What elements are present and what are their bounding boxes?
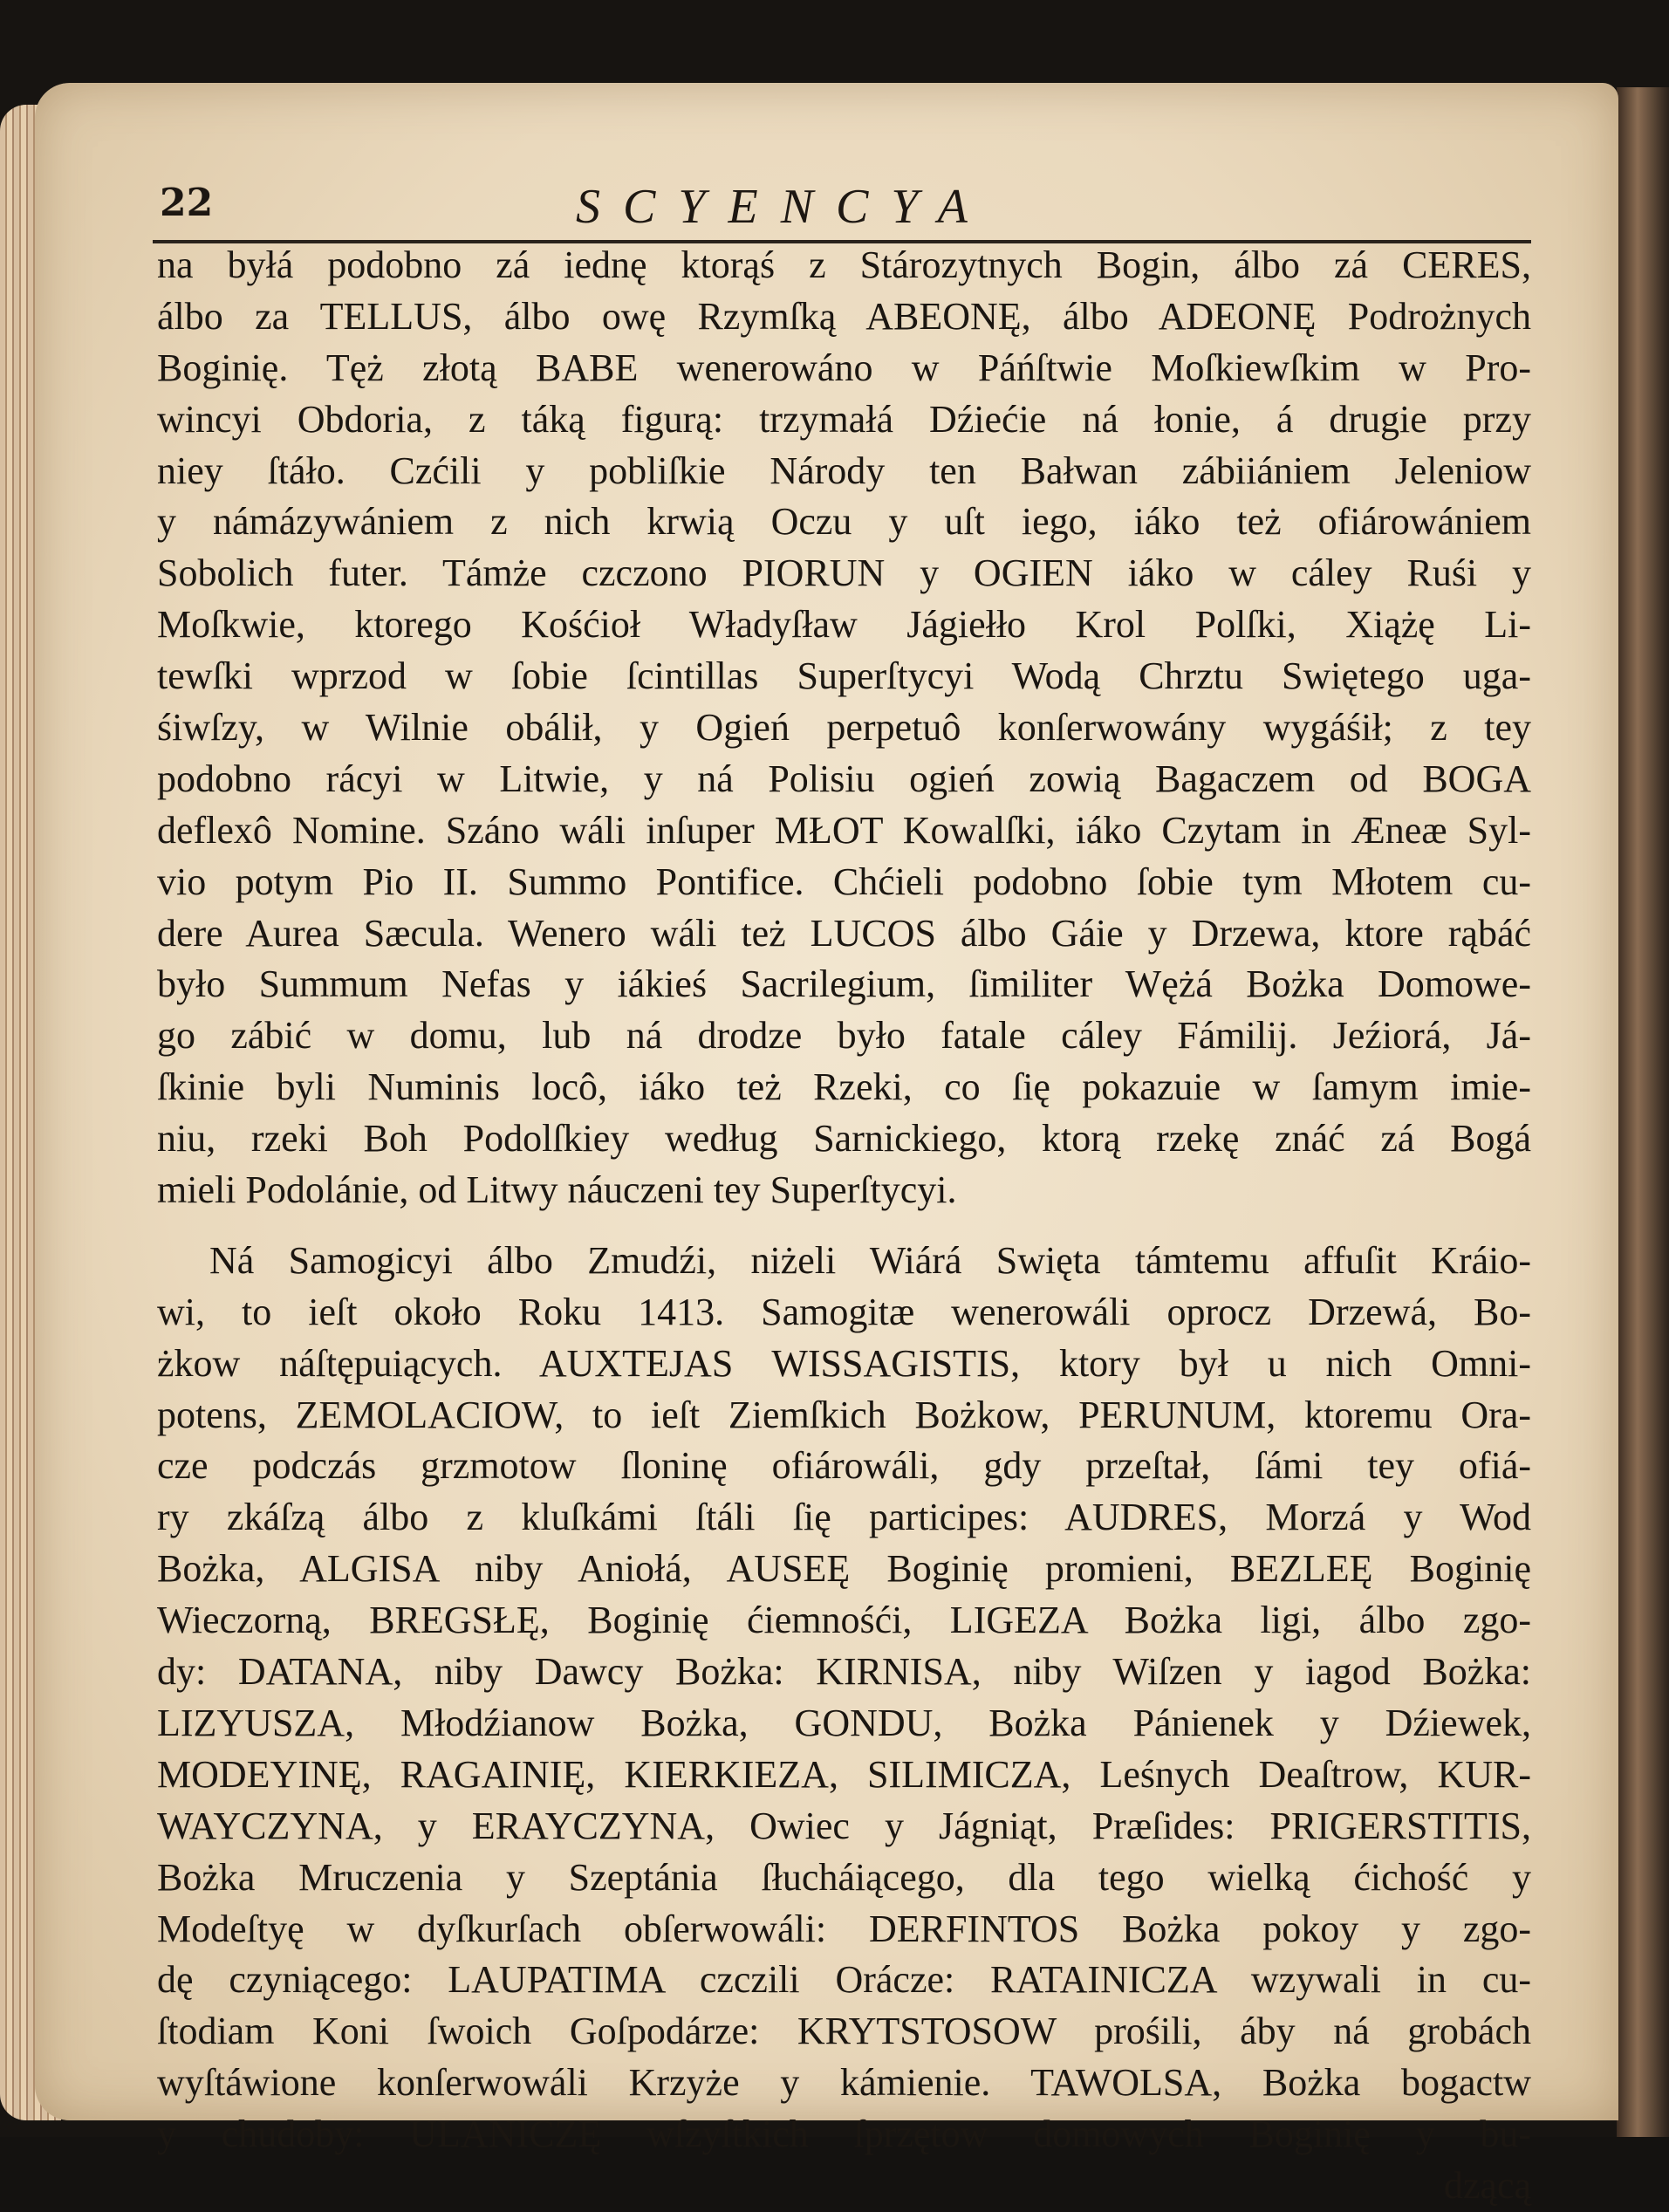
text-line: ſkinie byli Numinis locô, iáko też Rzeki, co ſię pokazuie w ſamym imie- — [157, 1065, 1531, 1109]
text-line: álbo za TELLUS, álbo owę Rzymſką ABEONĘ, álbo ADEONĘ Podrożnych — [157, 294, 1531, 338]
text-line: niu, rzeki Boh Podolſkiey według Sarnickiego, ktorą rzekę znáć zá Bogá — [157, 1117, 1531, 1161]
page-number: 22 — [160, 181, 214, 225]
text-line: MODEYINĘ, RAGAINIĘ, KIERKIEZA, SILIMICZA, Leśnych Deaſtrow, KUR- — [157, 1752, 1531, 1796]
text-line: Bożka, ALGISA niby Aniołá, AUSEĘ Boginię promieni, BEZLEĘ Boginię — [157, 1547, 1531, 1591]
text-line: potens, ZEMOLACIOW, to ieſt Ziemſkich Bożkow, PERUNUM, ktoremu Ora- — [157, 1393, 1531, 1436]
page-edge-right — [1617, 87, 1669, 2137]
text-line: dę czyniącego: LAUPATIMA czczili Orácze: RATAINICZA wzywali in cu- — [157, 1958, 1531, 2002]
text-line-paragraph-end: mieli Podolánie, od Litwy náuczeni tey Superſtycyi. — [157, 1168, 957, 1212]
text-line: y chudoby: ULANICZĘ wſzyſtkich ſprzętow domowych Boginię y bu- — [157, 2113, 1531, 2156]
text-line: Boginię. Tęż złotą BABE wenerowáno w Páńſtwie Moſkiewſkim w Pro- — [157, 346, 1531, 389]
text-line: wincyi Obdoria, z táką figurą: trzymałá Dźiećie ná łonie, á drugie przy — [157, 397, 1531, 441]
text-line: deflexô Nomine. Száno wáli inſuper MŁOT Kowalſki, iáko Czytam in Æneæ Syl- — [157, 808, 1531, 852]
text-line: żkow náſtępuiących. AUXTEJAS WISSAGISTIS, ktory był u nich Omni- — [157, 1341, 1531, 1385]
text-line: dere Aurea Sæcula. Wenero wáli też LUCOS álbo Gáie y Drzewa, ktore rąbáć — [157, 911, 1531, 955]
text-line: wyſtáwione konſerwowáli Krzyże y kámienie. TAWOLSA, Bożka bogactw — [157, 2061, 1531, 2105]
text-line: ry zkáſzą álbo z kluſkámi ſtáli ſię participes: AUDRES, Morzá y Wod — [157, 1496, 1531, 1539]
text-line: cze podczás grzmotow ſloninę ofiárowáli, gdy przeſtał, ſámi tey ofiá- — [157, 1444, 1531, 1488]
running-title: SCYENCYA — [576, 180, 990, 234]
text-line: Sobolich futer. Támże czczono PIORUN y OGIEN iáko w cáley Ruśi y — [157, 551, 1531, 595]
text-line: WAYCZYNA, y ERAYCZYNA, Owiec y Jágniąt, Præſides: PRIGERSTITIS, — [157, 1804, 1531, 1847]
text-line: podobno rácyi w Litwie, y ná Polisiu ogień zowią Bagaczem od BOGA — [157, 757, 1531, 800]
page-header — [153, 179, 1531, 240]
body-text — [157, 240, 1531, 2212]
text-line: Modeſtyę w dyſkurſach obſerwowáli: DERFINTOS Bożka pokoy y zgo- — [157, 1907, 1531, 1950]
text-line: go zábić w domu, lub ná drodze było fatale cáley Fámilij. Jeźiorá, Já- — [157, 1014, 1531, 1058]
text-line: ſtodiam Koni ſwoich Goſpodárze: KRYTSTOSOW prośili, áby ná grobách — [157, 2010, 1531, 2053]
text-line: LIZYUSZA, Młodźianow Bożka, GONDU, Bożka Pánienek y Dźiewek, — [157, 1701, 1531, 1744]
text-line: dy: DATANA, niby Dawcy Bożka: KIRNISA, niby Wiſzen y iagod Bożka: — [157, 1650, 1531, 1694]
catchword: dzącą — [1443, 2163, 1531, 2207]
text-line: niey ſtáło. Czćili y pobliſkie Národy ten Bałwan zábiiániem Jeleniow — [157, 449, 1531, 492]
text-line: vio potym Pio II. Summo Pontifice. Chćieli podobno ſobie tym Młotem cu- — [157, 859, 1531, 903]
text-line: Bożka Mruczenia y Szeptánia ſłucháiącego, dla tego wielką ćichość y — [157, 1855, 1531, 1899]
text-line-paragraph-start: Ná Samogicyi álbo Zmudźi, niżeli Wiárá Swięta támtemu affuſit Kráio- — [209, 1238, 1531, 1282]
text-line: Moſkwie, ktorego Kośćioł Władyſław Jágiełło Krol Polſki, Xiążę Li- — [157, 603, 1531, 647]
text-line: tewſki wprzod w ſobie ſcintillas Superſtycyi Wodą Chrztu Swiętego uga- — [157, 654, 1531, 698]
text-line: wi, to ieſt około Roku 1413. Samogitæ wenerowáli oprocz Drzewá, Bo- — [157, 1290, 1531, 1333]
text-line: było Summum Nefas y iákieś Sacrilegium, ſimiliter Wężá Bożka Domowe- — [157, 962, 1531, 1006]
text-line: na byłá podobno zá iednę ktorąś z Stározytnych Bogin, álbo zá CERES, — [157, 243, 1531, 286]
text-line: y námázywániem z nich krwią Oczu y uſt iego, iáko też ofiárowániem — [157, 500, 1531, 544]
text-line: śiwſzy, w Wilnie obálił, y Ogień perpetuô konſerwowány wygáśił; z tey — [157, 706, 1531, 750]
text-line: Wieczorną, BREGSŁĘ, Boginię ćiemnośći, LIGEZA Bożka ligi, álbo zgo- — [157, 1599, 1531, 1642]
